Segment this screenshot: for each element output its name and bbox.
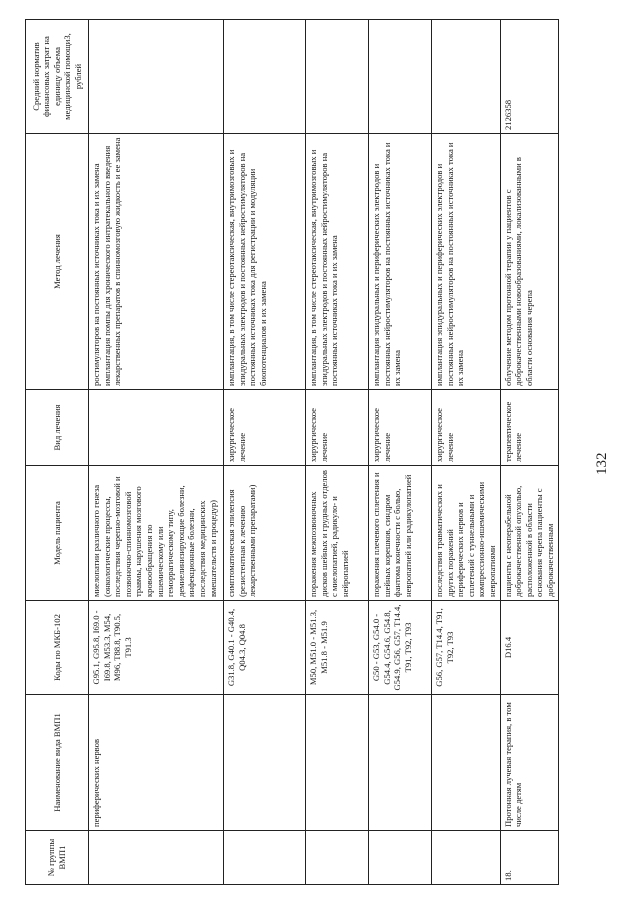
header-row — [26, 20, 89, 885]
header-type: Вид лечения — [26, 390, 89, 466]
page-number: 132 — [594, 452, 610, 475]
table-row — [306, 20, 369, 885]
cell-method: ростимуляторов на постоянных источниках тока и их замена имплантация помпы для хронического интратекального введения лекарственных препаратов в спинномозговую жидкость и ее замена — [89, 134, 224, 390]
header-name: Наименование вида ВМП1 — [26, 695, 89, 831]
cell-no — [89, 831, 224, 885]
vmp-table — [25, 19, 559, 885]
cell-method: имплантация эпидуральных и периферических электродов и постоянных нейростимуляторов на постоянных источниках тока и их замена — [369, 134, 432, 390]
cell-cost — [224, 20, 306, 134]
cell-cost — [432, 20, 501, 134]
cell-type: терапевтическое лечение — [500, 390, 558, 466]
cell-method: имплантация эпидуральных и периферических электродов и постоянных нейростимуляторов на постоянных источниках тока и их замена — [432, 134, 501, 390]
cell-cost — [306, 20, 369, 134]
header-codes: Коды по МКБ-102 — [26, 601, 89, 695]
header-model: Модель пациента — [26, 466, 89, 601]
cell-cost — [89, 20, 224, 134]
cell-method: имплантация, в том числе стереотаксическая, внутримозговых и эпидуральных электродов и постоянных нейростимуляторов на постоянных источниках тока и их замена — [306, 134, 369, 390]
cell-no — [432, 831, 501, 885]
table-row — [224, 20, 306, 885]
cell-type: хирургическое лечение — [306, 390, 369, 466]
header-method: Метод лечения — [26, 134, 89, 390]
cell-name: периферических нервов — [89, 695, 224, 831]
cell-no — [224, 831, 306, 885]
cell-model: поражения плечевого сплетения и шейных корешков, синдром фантома конечности с болью, невропатией или радикулопатией — [369, 466, 432, 601]
cell-name — [306, 695, 369, 831]
cell-codes: G56, G57, T14.4, T91, T92, T93 — [432, 601, 501, 695]
cell-model: симптоматическая эпилепсия (резистентная к лечению лекарственными препаратами) — [224, 466, 306, 601]
cell-cost — [369, 20, 432, 134]
table-row — [432, 20, 501, 885]
cell-model: последствия травматических и других поражений периферических нервов и сплетений с туннельными и компрессионно-ишемическими невропатиями — [432, 466, 501, 601]
table-row — [89, 20, 224, 885]
cell-cost: 2126358 — [500, 20, 558, 134]
header-no: № группы ВМП1 — [26, 831, 89, 885]
cell-name: Протонная лучевая терапия, в том числе детям — [500, 695, 558, 831]
cell-codes: G31.8, G40.1 - G40.4, Q04.3, Q04.8 — [224, 601, 306, 695]
cell-codes: G50 - G53, G54.0 - G54.4, G54.6, G54.8, G54.9, G56, G57, T14.4, T91, T92, T93 — [369, 601, 432, 695]
cell-type: хирургическое лечение — [369, 390, 432, 466]
cell-name — [369, 695, 432, 831]
cell-model: пациенты с неоперабельной доброкачественной опухолью, расположенной в области основания черепа пациенты с доброкачественным — [500, 466, 558, 601]
cell-no: 18. — [500, 831, 558, 885]
cell-method: имплантация, в том числе стереотаксическая, внутримозговых и эпидуральных электродов и постоянных нейростимуляторов на постоянных источниках тока для регистрации и модуляции биопотенциалов и их замена — [224, 134, 306, 390]
table-row — [500, 20, 558, 885]
cell-no — [306, 831, 369, 885]
cell-method: облучение методом протонной терапии у пациентов с доброкачественными новообразованиями, локализованными в области основания черепа — [500, 134, 558, 390]
cell-name — [224, 695, 306, 831]
cell-model: поражения межпозвоночных дисков шейных и грудных отделов с миелопатией, радикуло- и нейропатией — [306, 466, 369, 601]
cell-no — [369, 831, 432, 885]
cell-codes: M50, M51.0 - M51.3, M51.8 - M51.9 — [306, 601, 369, 695]
table-row — [369, 20, 432, 885]
cell-codes: D16.4 — [500, 601, 558, 695]
cell-type: хирургическое лечение — [432, 390, 501, 466]
cell-type: хирургическое лечение — [224, 390, 306, 466]
cell-type — [89, 390, 224, 466]
cell-codes: G95.1, G95.8, I69.0 - I69.8, M53.3, M54, M96, T88.8, T90.5, T91.3 — [89, 601, 224, 695]
cell-model: миелопатии различного генеза (онкологические процессы, последствия черепно-мозговой и позвоночно-спинномозговой травмы, нарушения мозгового кровообращения по ишемическому или геморрагическому типу, демиелинизирующие болезни, инфекционные болезни, последствия медицинских вмешательств и процедур) — [89, 466, 224, 601]
cell-name — [432, 695, 501, 831]
header-cost: Средний норматив финансовых затрат на единицу объема медицинской помощи3, рублей — [26, 20, 89, 134]
